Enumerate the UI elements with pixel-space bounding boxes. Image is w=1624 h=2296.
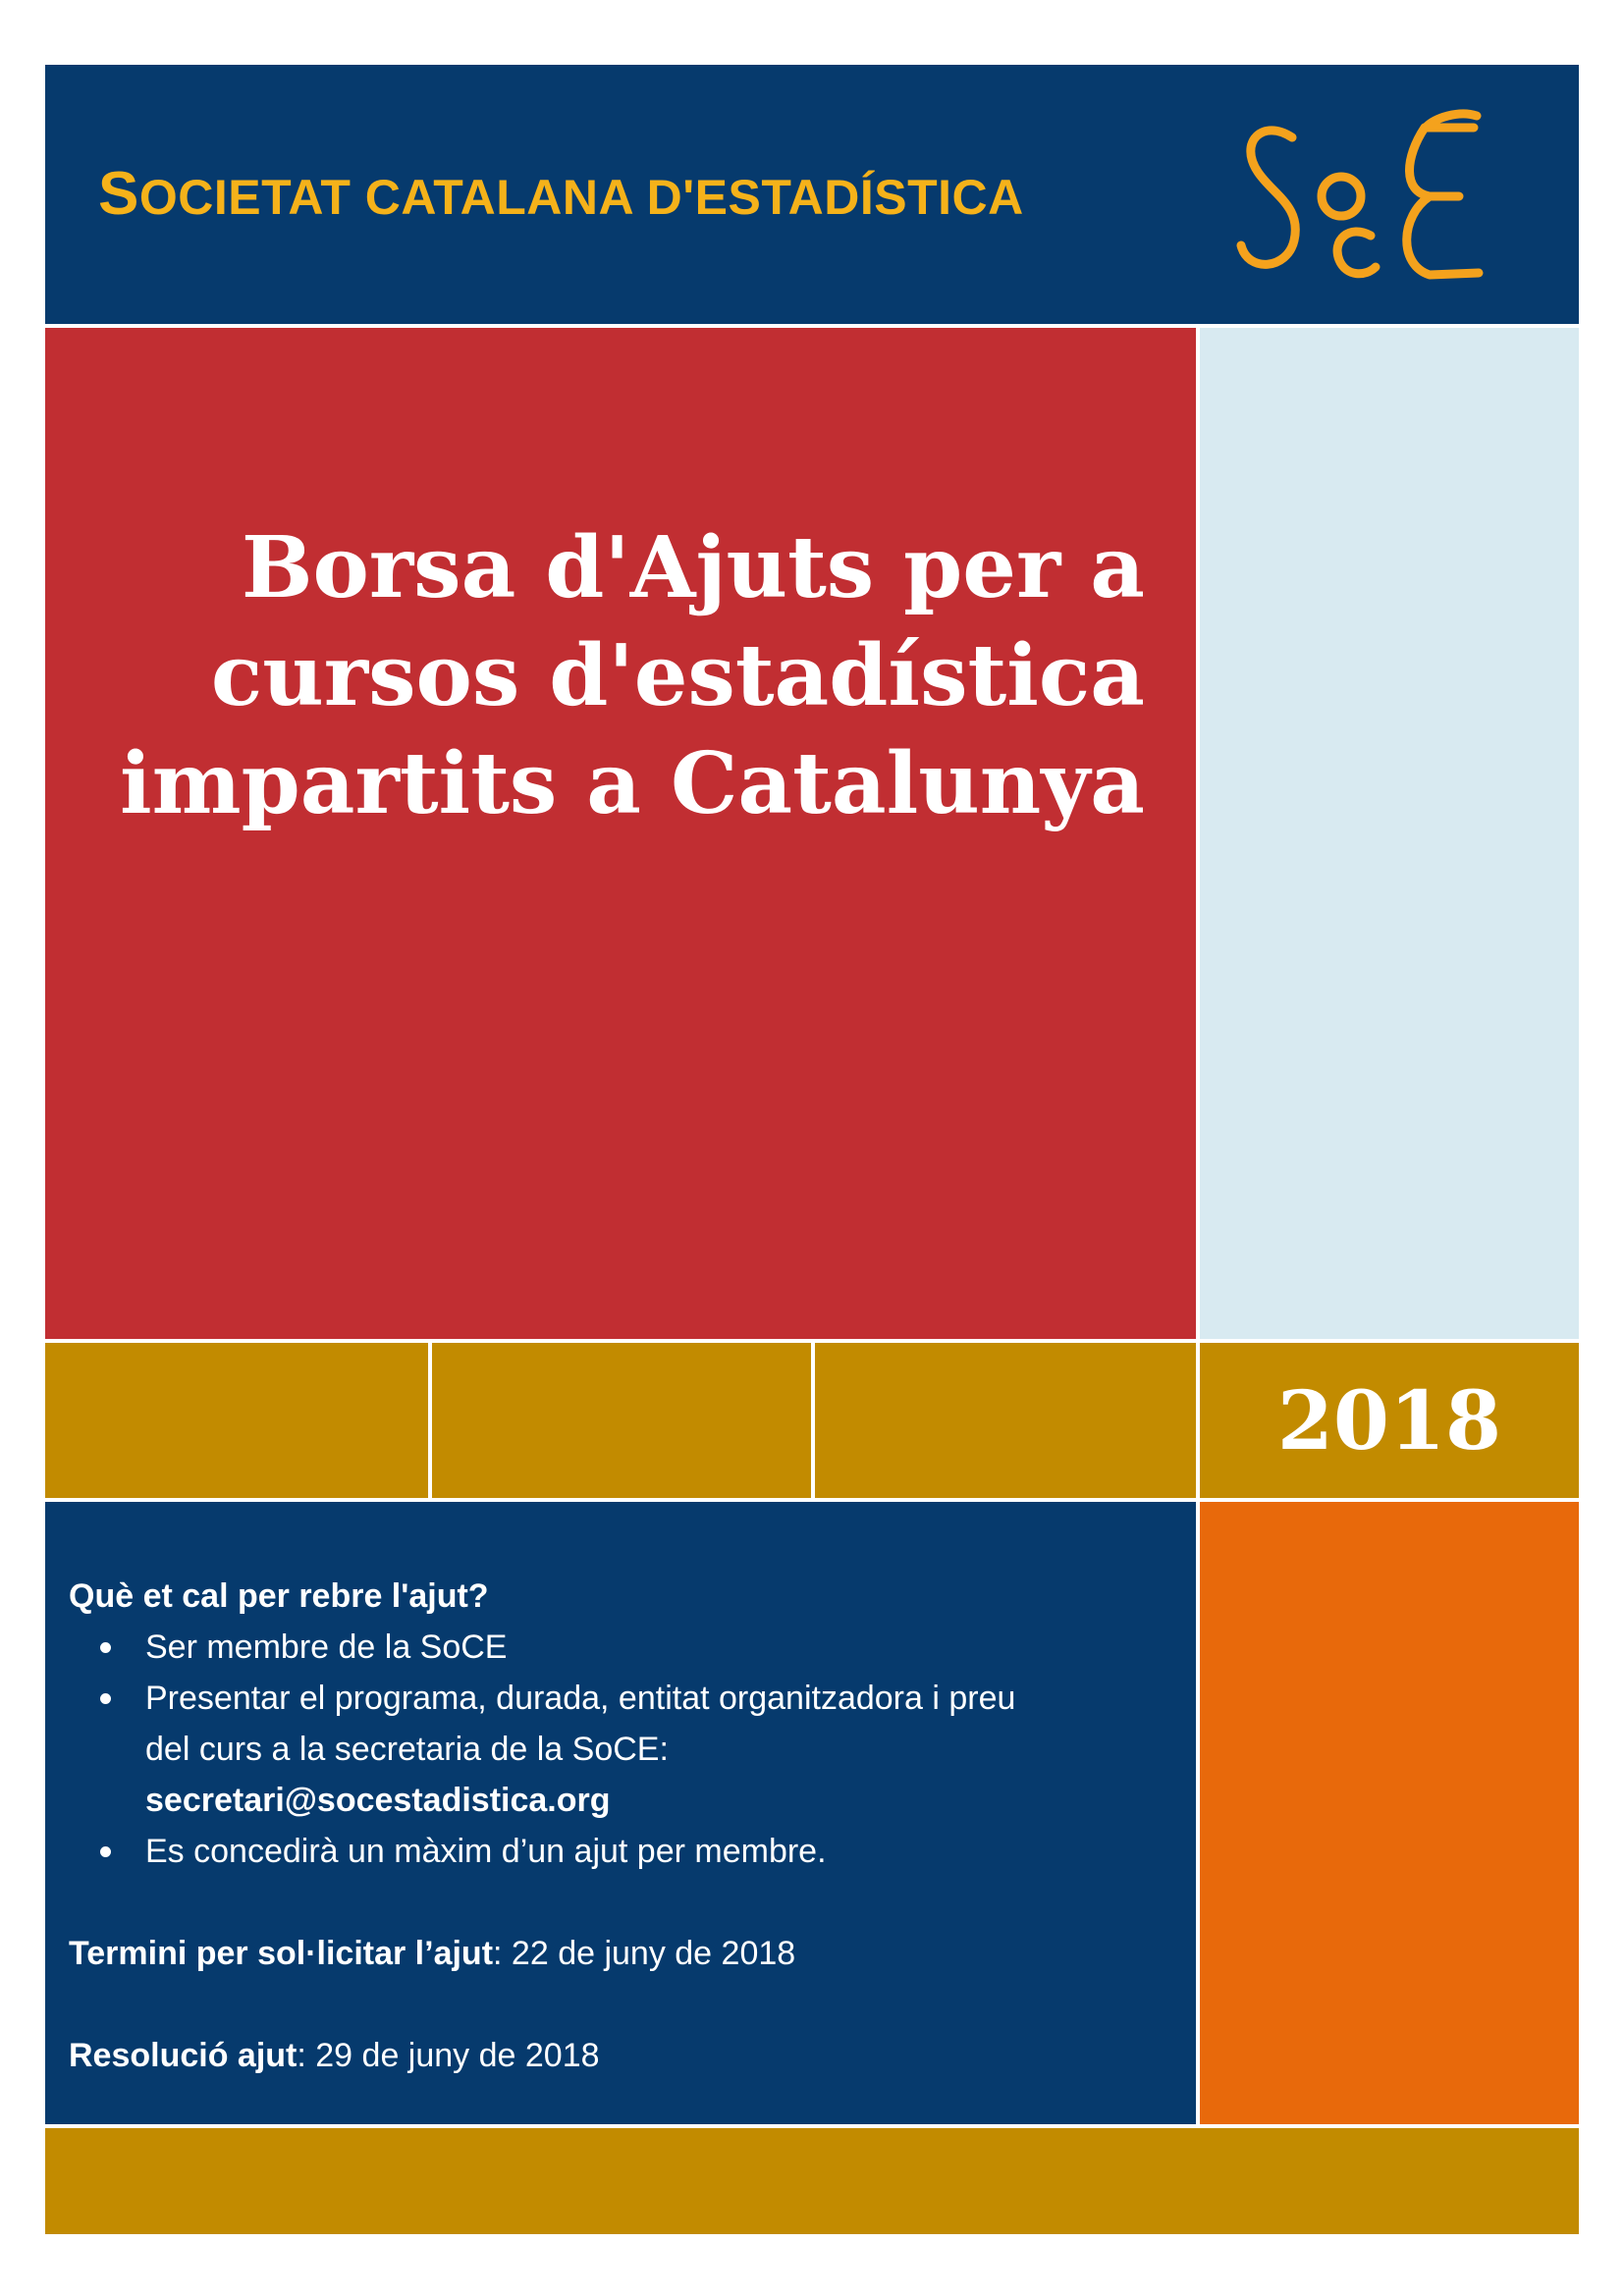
header-band [45, 65, 1579, 324]
side-panel-light-blue [1200, 328, 1579, 1339]
title-line-1: Borsa d'Ajuts per a [241, 518, 1145, 617]
list-item: Presentar el programa, durada, entitat organitzadora i preu del curs a la secretaria de la SoCE: secretari@socestadistica.org [69, 1673, 1168, 1826]
organization-name: SOCIETAT CATALANA D'ESTADÍSTICA [98, 160, 1024, 228]
info-panel [45, 1502, 1196, 2124]
secretary-email-link[interactable]: secretari@socestadistica.org [145, 1782, 611, 1819]
gold-cell-1 [45, 1343, 428, 1498]
footer-band [45, 2128, 1579, 2234]
info-content [69, 1571, 1168, 2081]
title-line-3: impartits a Catalunya [119, 734, 1145, 834]
title-line-2: cursos d'estadística [210, 626, 1145, 726]
soce-logo [1233, 98, 1498, 294]
gold-cell-3 [815, 1343, 1196, 1498]
bullet-icon [100, 1693, 111, 1704]
requirements-list [69, 1622, 1168, 1877]
title-panel [45, 328, 1196, 1339]
poster-title [84, 514, 1145, 838]
year-cell [1200, 1343, 1579, 1498]
side-panel-orange [1200, 1502, 1579, 2124]
resolution-date: Resolució ajut: 29 de juny de 2018 [69, 2037, 600, 2074]
application-deadline: Termini per sol·licitar l’ajut: 22 de juny de 2018 [69, 1935, 796, 1972]
list-item: Ser membre de la SoCE [69, 1622, 1168, 1673]
info-heading: Què et cal per rebre l'ajut? [69, 1577, 489, 1615]
list-item: Es concedirà un màxim d’un ajut per membre. [69, 1826, 1168, 1877]
gold-cell-2 [432, 1343, 811, 1498]
bullet-icon [100, 1642, 111, 1653]
bullet-icon [100, 1846, 111, 1857]
year-label: 2018 [1276, 1374, 1502, 1468]
